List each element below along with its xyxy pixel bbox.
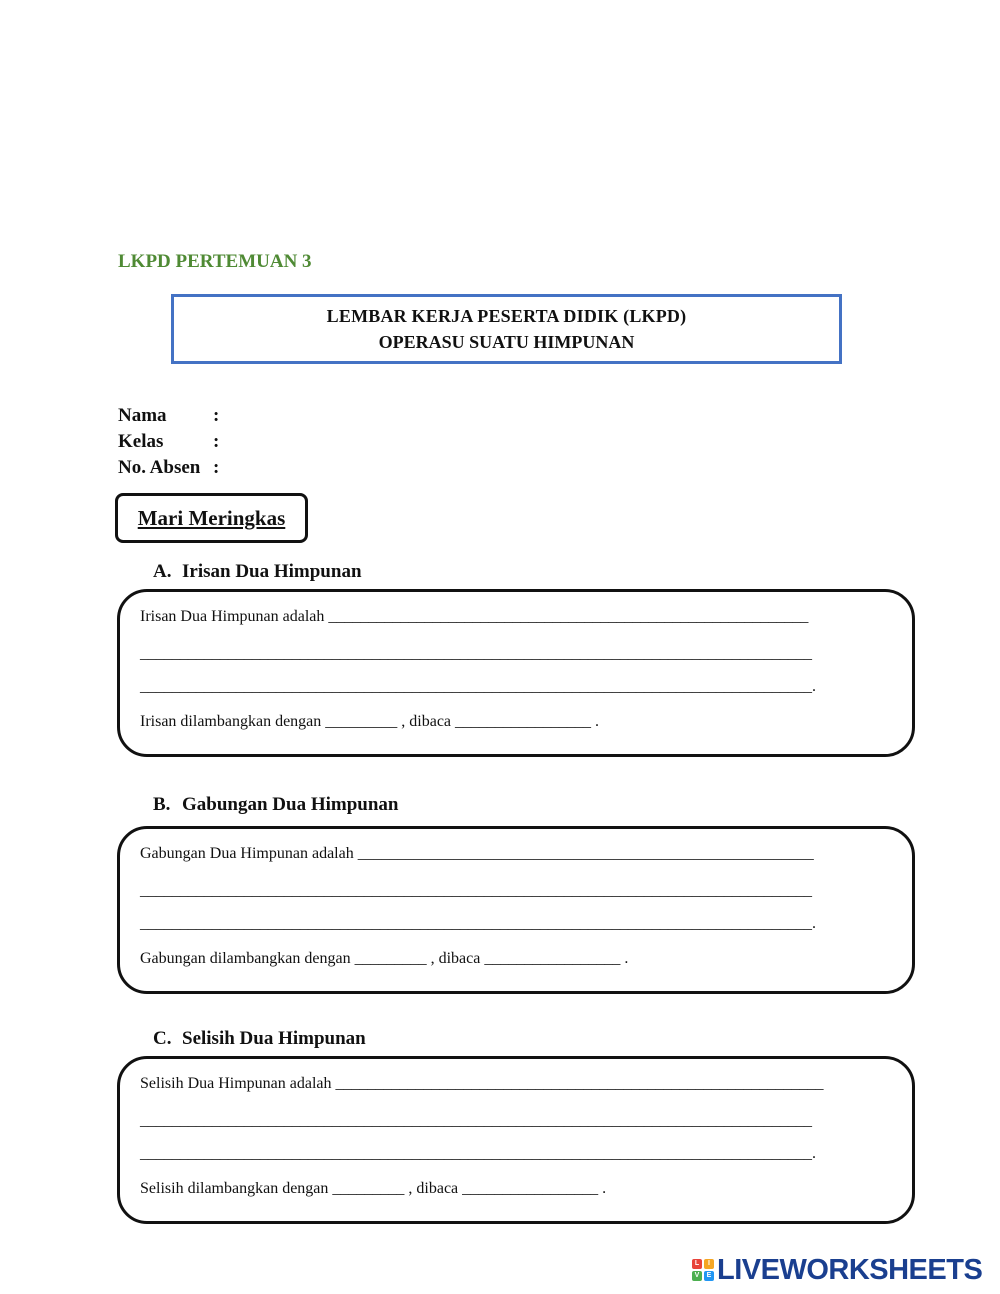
section-b-symbol-line[interactable]: Gabungan dilambangkan dengan _________ , dibaca _________________ . [140,950,629,967]
logo-letter-i: I [704,1259,714,1269]
section-a-title: Irisan Dua Himpunan [182,561,362,582]
section-c-blank-line-1[interactable]: ____________________________________________________________________________________ [140,1112,812,1129]
section-c-card [117,1056,915,1224]
worksheet-subtitle: OPERASU SUATU HIMPUNAN [378,332,635,352]
identity-name-row [118,405,219,427]
identity-class-row [118,431,219,453]
liveworksheets-logo [692,1254,982,1286]
section-c-title: Selisih Dua Himpunan [182,1028,366,1049]
section-a-blank-line-2[interactable]: ____________________________________________________________________________________. [140,678,816,695]
logo-letter-e: E [704,1271,714,1281]
section-a-symbol-line[interactable]: Irisan dilambangkan dengan _________ , dibaca _________________ . [140,713,600,730]
section-a-heading [153,561,362,583]
worksheet-title-box [171,294,842,364]
identity-class-colon: : [213,431,220,452]
logo-text: LIVEWORKSHEETS [717,1253,983,1286]
section-c-symbol-line[interactable]: Selisih dilambangkan dengan _________ , dibaca _________________ . [140,1180,607,1197]
section-a-letter: A. [153,561,172,582]
identity-name-label: Nama [118,405,167,426]
section-b-letter: B. [153,794,171,815]
meeting-title: LKPD PERTEMUAN 3 [118,251,312,272]
section-b-blank-line-1[interactable]: ____________________________________________________________________________________ [140,882,812,899]
section-b-title: Gabungan Dua Himpunan [182,794,399,815]
worksheet-title: LEMBAR KERJA PESERTA DIDIK (LKPD) [326,306,687,326]
identity-name-colon: : [213,405,220,426]
identity-absent-label: No. Absen [118,457,201,478]
section-a-blank-line-1[interactable]: ____________________________________________________________________________________ [140,645,812,662]
section-c-heading [153,1028,366,1050]
section-a-definition-line[interactable]: Irisan Dua Himpunan adalah ____________________________________________________________ [140,608,809,625]
section-b-card [117,826,915,994]
identity-class-label: Kelas [118,431,164,452]
section-c-blank-line-2[interactable]: ____________________________________________________________________________________. [140,1145,816,1162]
section-c-letter: C. [153,1028,172,1049]
section-b-definition-line[interactable]: Gabungan Dua Himpunan adalah _________________________________________________________ [140,845,814,862]
section-b-heading [153,794,399,816]
section-c-definition-line[interactable]: Selisih Dua Himpunan adalah _____________________________________________________________ [140,1075,824,1092]
identity-absent-colon: : [213,457,220,478]
section-b-blank-line-2[interactable]: ____________________________________________________________________________________. [140,915,816,932]
section-a-card [117,589,915,757]
logo-mark-icon [692,1259,714,1281]
logo-letter-v: V [692,1271,702,1281]
logo-letter-l: L [692,1259,702,1269]
identity-absent-row [118,457,219,479]
summary-label-box: Mari Meringkas [115,493,308,543]
